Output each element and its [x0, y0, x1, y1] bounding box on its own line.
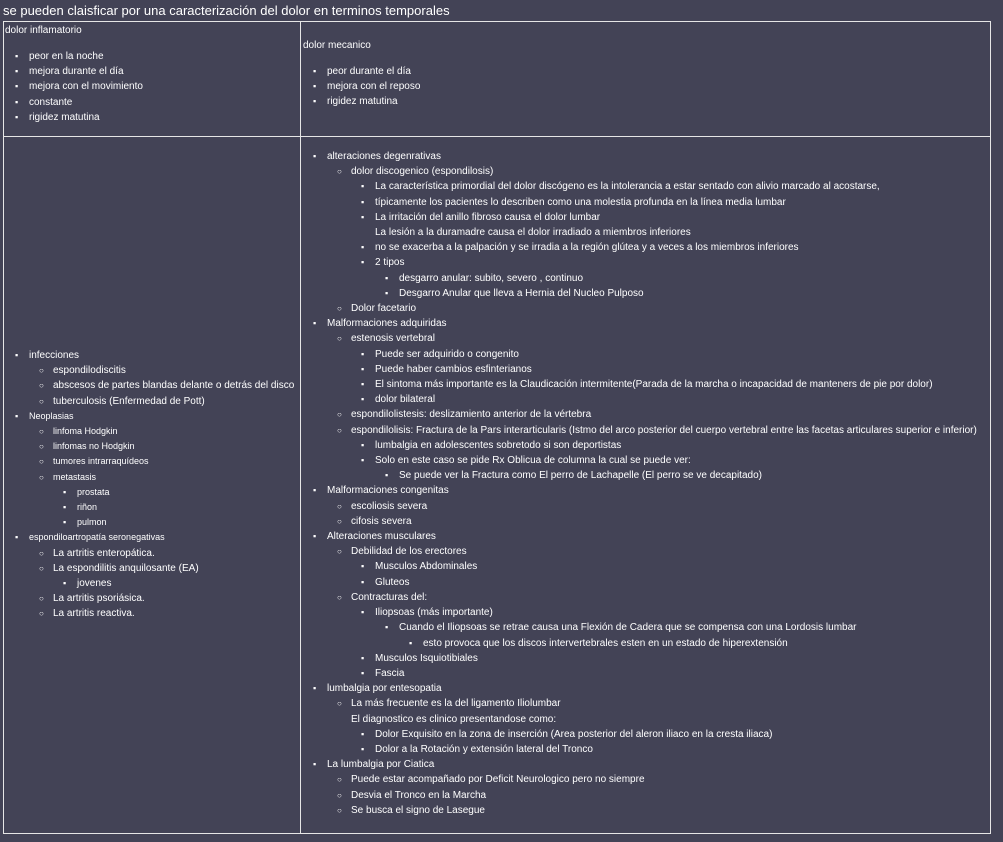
- list-item: ○ espondilodiscitis: [3, 363, 294, 378]
- list-item: ▪ alteraciones degenrativas: [301, 149, 977, 164]
- list-item: ○ linfomas no Hodgkin: [3, 439, 294, 454]
- list-item: ○ tuberculosis (Enfermedad de Pott): [3, 394, 294, 409]
- list-item: ▪ desgarro anular: subito, severo , continuo: [301, 271, 977, 286]
- list-item: ▪ Puede ser adquirido o congenito: [301, 347, 977, 362]
- list-item: ○ escoliosis severa: [301, 499, 977, 514]
- page-title: se pueden claisficar por una caracterización del dolor en terminos temporales: [3, 3, 450, 18]
- list-item: ○ abscesos de partes blandas delante o detrás del disco: [3, 378, 294, 393]
- list-item: ▪ rigidez matutina: [3, 110, 143, 125]
- list-item: ▪ mejora con el movimiento: [3, 79, 143, 94]
- list-item: ▪ Malformaciones congenitas: [301, 483, 977, 498]
- list-item: ○ Dolor facetario: [301, 301, 977, 316]
- list-item: ▪ Solo en este caso se pide Rx Oblicua de columna la cual se puede ver:: [301, 453, 977, 468]
- list-item: ▪ El sintoma más importante es la Claudicación intermitente(Parada de la marcha o incapacidad de manteners de pie por dolor): [301, 377, 977, 392]
- list-item: ▪ infecciones: [3, 348, 294, 363]
- list-item: ▪ La irritación del anillo fibroso causa el dolor lumbar: [301, 210, 977, 225]
- list-item: ▪ lumbalgia en adolescentes sobretodo si son deportistas: [301, 438, 977, 453]
- list-item: ▪ Puede haber cambios esfinterianos: [301, 362, 977, 377]
- list-item: ▪ esto provoca que los discos intervertebrales esten en un estado de hiperextensión: [301, 636, 977, 651]
- list-item: ○ espondilolisis: Fractura de la Pars interarticularis (Istmo del arco posterior del cuerpo vertebral entre las facetas articulares superior e inferior): [301, 423, 977, 438]
- list-item: ▪ Dolor Exquisito en la zona de inserción (Area posterior del aleron iliaco en la cresta iliaca): [301, 727, 977, 742]
- list-item: ○ espondilolistesis: deslizamiento anterior de la vértebra: [301, 407, 977, 422]
- list-item: ▪ típicamente los pacientes lo describen como una molestia profunda en la línea media lumbar: [301, 195, 977, 210]
- mecanico-label: dolor mecanico: [303, 40, 371, 51]
- inflamatorio-label: dolor inflamatorio: [5, 25, 82, 36]
- list-item: ○ La más frecuente es la del ligamento Iliolumbar: [301, 696, 977, 711]
- list-item: ▪ pulmon: [3, 515, 294, 530]
- list-item: ▪ peor en la noche: [3, 49, 143, 64]
- list-item: ○ dolor discogenico (espondilosis): [301, 164, 977, 179]
- list-item: ▪ Musculos Abdominales: [301, 559, 977, 574]
- list-item: ○ Contracturas del:: [301, 590, 977, 605]
- list-item: ▪ prostata: [3, 485, 294, 500]
- list-item: ▪ rigidez matutina: [301, 94, 420, 109]
- list-item: ▪ Neoplasias: [3, 409, 294, 424]
- list-item: ▪ Malformaciones adquiridas: [301, 316, 977, 331]
- inflamatorio-list: [3, 49, 143, 125]
- list-item: ▪ peor durante el día: [301, 64, 420, 79]
- list-item: ▪ espondiloartropatía seronegativas: [3, 530, 294, 545]
- list-item: ○ La artritis enteropática.: [3, 546, 294, 561]
- list-item: ○ Se busca el signo de Lasegue: [301, 803, 977, 818]
- list-item: ▪ dolor bilateral: [301, 392, 977, 407]
- list-item: ○ La espondilitis anquilosante (EA): [3, 561, 294, 576]
- list-item: ▪ lumbalgia por entesopatia: [301, 681, 977, 696]
- list-item: ▪ no se exacerba a la palpación y se irradia a la región glútea y a veces a los miembros inferiores: [301, 240, 977, 255]
- list-item: ▪ Dolor a la Rotación y extensión lateral del Tronco: [301, 742, 977, 757]
- list-item: ▪ constante: [3, 95, 143, 110]
- list-item: ○ metastasis: [3, 470, 294, 485]
- list-item: ▪ Desgarro Anular que lleva a Hernia del Nucleo Pulposo: [301, 286, 977, 301]
- list-item: ○ Desvia el Tronco en la Marcha: [301, 788, 977, 803]
- list-item: ▪ Cuando el Iliopsoas se retrae causa una Flexión de Cadera que se compensa con una Lordosis lumbar: [301, 620, 977, 635]
- list-item: ○ linfoma Hodgkin: [3, 424, 294, 439]
- left-cause-list: [3, 348, 294, 622]
- list-item: ○ cifosis severa: [301, 514, 977, 529]
- list-item: La lesión a la duramadre causa el dolor irradiado a miembros inferiores: [375, 227, 691, 239]
- list-item: ▪ mejora durante el día: [3, 64, 143, 79]
- row-divider: [3, 136, 991, 137]
- list-item: ▪ Musculos Isquiotibiales: [301, 651, 977, 666]
- mecanico-list: [301, 64, 420, 110]
- list-item: ▪ La lumbalgia por Ciatica: [301, 757, 977, 772]
- list-item: ▪ Alteraciones musculares: [301, 529, 977, 544]
- list-item: ▪ Gluteos: [301, 575, 977, 590]
- list-item: ○ Debilidad de los erectores: [301, 544, 977, 559]
- list-item: ▪ riñon: [3, 500, 294, 515]
- list-item: ○ La artritis reactiva.: [3, 606, 294, 621]
- list-item: ▪ Se puede ver la Fractura como El perro de Lachapelle (El perro se ve decapitado): [301, 468, 977, 483]
- right-cause-list: [301, 149, 977, 818]
- list-item: ▪ 2 tipos: [301, 255, 977, 270]
- list-item: ▪ La característica primordial del dolor discógeno es la intolerancia a estar sentado con alivio marcado al acostarse,: [301, 179, 977, 194]
- list-item: El diagnostico es clinico presentandose como:: [351, 713, 557, 725]
- list-item: ○ La artritis psoriásica.: [3, 591, 294, 606]
- list-item: ○ Puede estar acompañado por Deficit Neurologico pero no siempre: [301, 772, 977, 787]
- list-item: ▪ jovenes: [3, 576, 294, 591]
- list-item: ○ tumores intrarraquídeos: [3, 454, 294, 469]
- list-item: ▪ Fascia: [301, 666, 977, 681]
- list-item: ○ estenosis vertebral: [301, 331, 977, 346]
- list-item: ▪ Iliopsoas (más importante): [301, 605, 977, 620]
- list-item: ▪ mejora con el reposo: [301, 79, 420, 94]
